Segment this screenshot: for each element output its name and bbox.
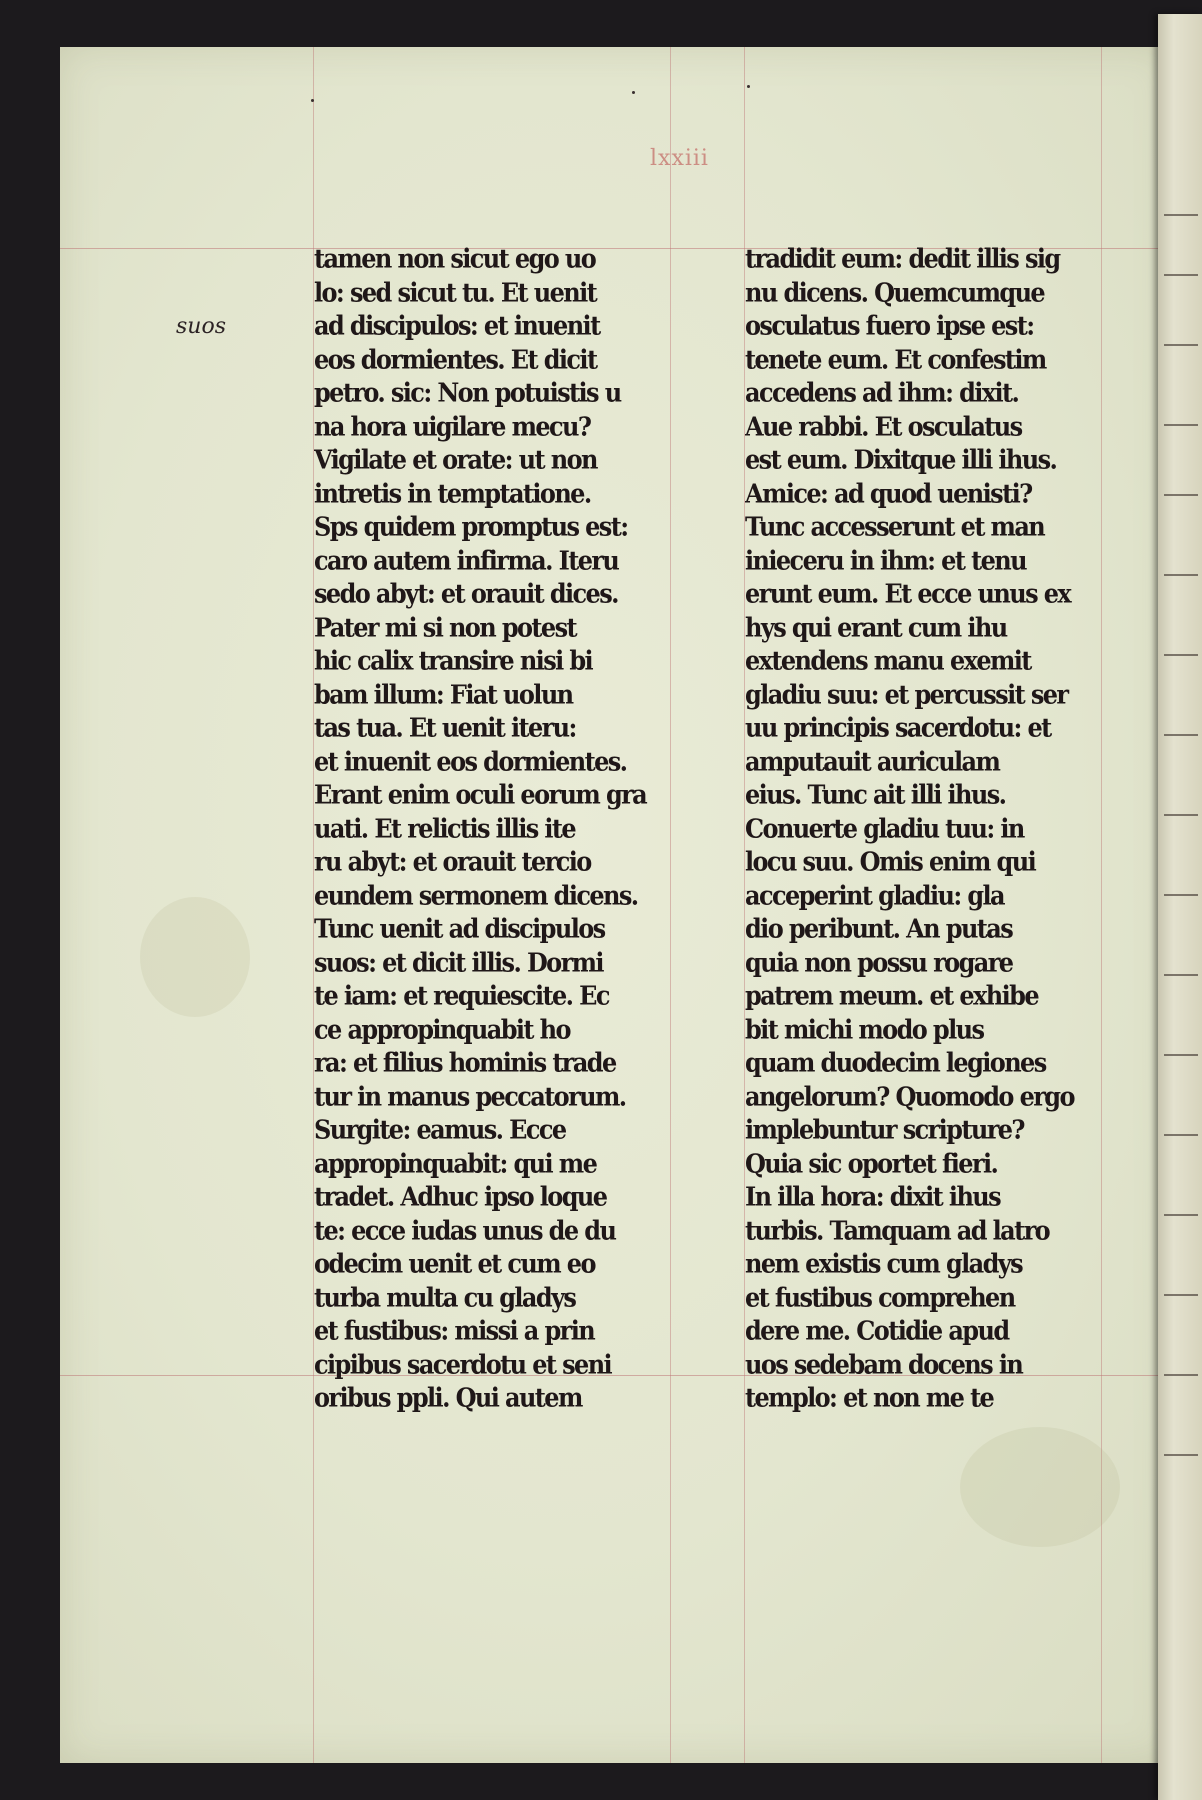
text-line: Vigilate et orate: ut non [314, 443, 597, 476]
text-line: In illa hora: dixit ihus [745, 1180, 1001, 1213]
text-line: Sps quidem promptus est: [314, 510, 628, 543]
text-line: amputauit auriculam [745, 745, 1000, 777]
text-line: patrem meum. et exhibe [745, 979, 1039, 1012]
text-line: angelorum? Quomodo ergo [745, 1080, 1074, 1112]
text-line: sedo abyt: et orauit dices. [314, 577, 618, 610]
text-line: eius. Tunc ait illi ihus. [745, 778, 1006, 811]
text-line: hys qui erant cum ihu [745, 611, 1007, 643]
parchment-stain [140, 897, 250, 1017]
text-line: accedens ad ihm: dixit. [745, 376, 1019, 409]
text-line: suos: et dicit illis. Dormi [314, 946, 603, 978]
text-line: nem existis cum gladys [745, 1247, 1023, 1280]
text-line: Quia sic oportet fieri. [745, 1147, 998, 1179]
folio-number: lxxiii [650, 146, 709, 171]
text-line: et inuenit eos dormientes. [314, 745, 627, 777]
text-line: bit michi modo plus [745, 1013, 984, 1045]
text-line: oribus ppli. Qui autem [314, 1381, 582, 1414]
text-line: est eum. Dixitque illi ihus. [745, 443, 1057, 476]
text-line: acceperint gladiu: gla [745, 879, 1005, 911]
text-line: na hora uigilare mecu? [314, 410, 591, 442]
text-line: ce appropinquabit ho [314, 1013, 570, 1045]
text-line: odecim uenit et cum eo [314, 1247, 595, 1280]
text-line: quam duodecim legiones [745, 1046, 1046, 1079]
pricking-dot [632, 91, 635, 94]
text-line: appropinquabit: qui me [314, 1147, 597, 1179]
text-line: te: ecce iudas unus de du [314, 1214, 616, 1246]
margin-annotation: suos [176, 314, 226, 339]
text-line: Pater mi si non potest [314, 611, 576, 643]
text-line: inieceru in ihm: et tenu [745, 544, 1026, 576]
text-line: caro autem infirma. Iteru [314, 544, 619, 576]
pricking-dot [311, 99, 314, 102]
text-line: Conuerte gladiu tuu: in [745, 812, 1024, 844]
text-line: uu principis sacerdotu: et [745, 711, 1051, 744]
text-line: ra: et filius hominis trade [314, 1046, 616, 1079]
text-line: petro. sic: Non potuistis u [314, 376, 621, 409]
text-line: turba multa cu gladys [314, 1281, 576, 1313]
text-line: hic calix transire nisi bi [314, 644, 593, 677]
text-line: ad discipulos: et inuenit [314, 309, 600, 342]
text-line: quia non possu rogare [745, 946, 1013, 978]
text-column-left [314, 242, 654, 1415]
text-line: tradet. Adhuc ipso loque [314, 1180, 607, 1213]
text-line: intretis in temptatione. [314, 477, 591, 509]
adjacent-page-edge [1158, 14, 1202, 1800]
text-line: lo: sed sicut tu. Et uenit [314, 276, 597, 308]
text-line: uati. Et relictis illis ite [314, 812, 576, 844]
text-line: cipibus sacerdotu et seni [314, 1348, 612, 1380]
text-line: Aue rabbi. Et osculatus [745, 410, 1022, 442]
text-line: extendens manu exemit [745, 644, 1031, 677]
text-line: ru abyt: et orauit tercio [314, 845, 591, 878]
text-line: bam illum: Fiat uolun [314, 678, 573, 710]
text-line: gladiu suu: et percussit ser [745, 678, 1068, 710]
text-line: Surgite: eamus. Ecce [314, 1113, 566, 1146]
text-line: tradidit eum: dedit illis sig [745, 242, 1060, 275]
pricking-dot [747, 85, 750, 88]
text-line: Erant enim oculi eorum gra [314, 778, 647, 811]
text-line: turbis. Tamquam ad latro [745, 1214, 1050, 1246]
text-line: eundem sermonem dicens. [314, 879, 638, 911]
text-line: et fustibus comprehen [745, 1281, 1015, 1313]
text-line: dio peribunt. An putas [745, 912, 1013, 945]
text-line: Tunc accesserunt et man [745, 510, 1045, 543]
text-line: uos sedebam docens in [745, 1348, 1023, 1380]
text-line: tas tua. Et uenit iteru: [314, 711, 576, 744]
text-column-right [745, 242, 1090, 1415]
text-line: osculatus fuero ipse est: [745, 309, 1034, 342]
text-line: implebuntur scripture? [745, 1113, 1024, 1146]
text-line: dere me. Cotidie apud [745, 1314, 1009, 1347]
text-line: et fustibus: missi a prin [314, 1314, 595, 1347]
text-line: eos dormientes. Et dicit [314, 343, 597, 375]
text-line: Tunc uenit ad discipulos [314, 912, 605, 945]
text-line: erunt eum. Et ecce unus ex [745, 577, 1071, 610]
parchment-stain [960, 1427, 1120, 1547]
text-line: locu suu. Omis enim qui [745, 845, 1036, 878]
text-line: Amice: ad quod uenisti? [745, 477, 1032, 509]
text-line: nu dicens. Quemcumque [745, 276, 1045, 308]
text-line: templo: et non me te [745, 1381, 994, 1414]
text-line: tur in manus peccatorum. [314, 1080, 626, 1112]
text-line: te iam: et requiescite. Ec [314, 979, 609, 1012]
text-line: tenete eum. Et confestim [745, 343, 1046, 375]
ruling-line-vertical [670, 47, 671, 1763]
text-line: tamen non sicut ego uo [314, 242, 596, 275]
